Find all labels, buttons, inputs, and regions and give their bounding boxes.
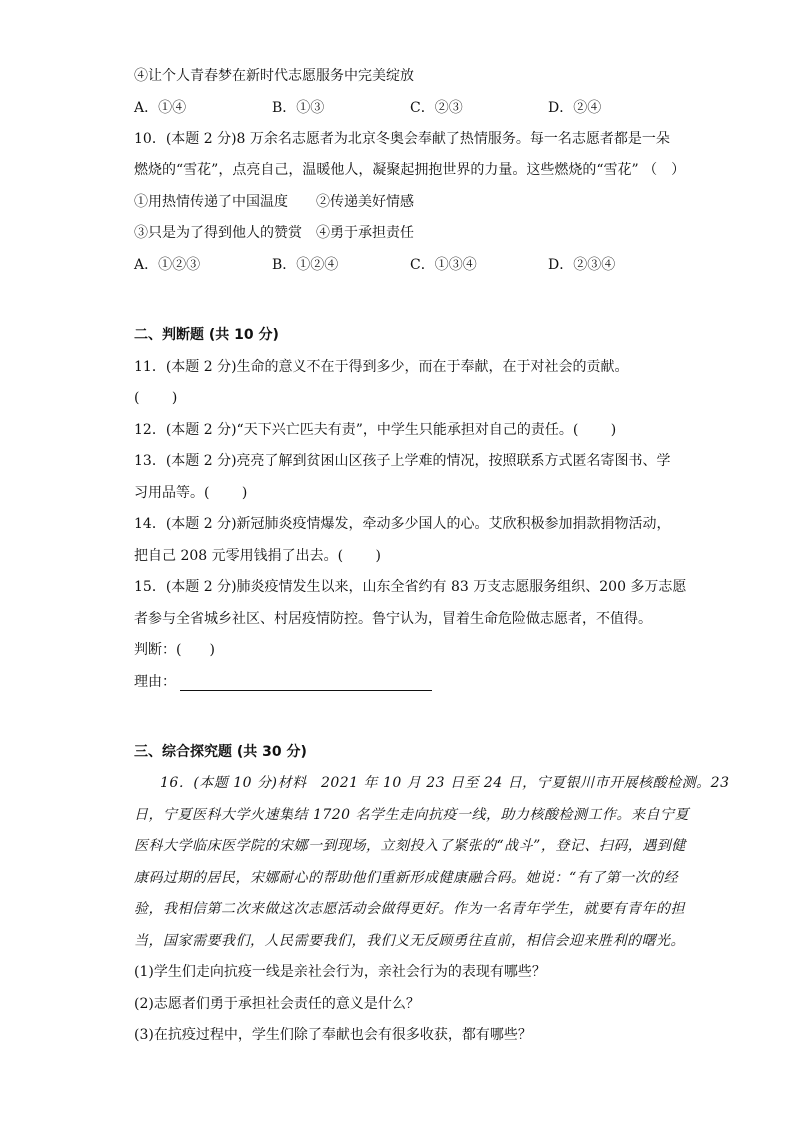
q9-item-4: ④让个人青春梦在新时代志愿服务中完美绽放: [134, 68, 414, 84]
q13-line-1: 13．(本题 2 分)亮亮了解到贫困山区孩子上学难的情况，按照联系方式匿名寄图书、学: [134, 453, 671, 469]
q15-reason-label: 理由：: [134, 674, 176, 690]
q11-line-1: 11．(本题 2 分)生命的意义不在于得到多少，而在于奉献，在于对社会的贡献。: [134, 359, 629, 375]
q10-option-b[interactable]: B．①②④: [272, 257, 339, 273]
section-3-heading: 三、综合探究题 (共 30 分): [134, 744, 307, 760]
q15-line-2: 者参与全省城乡社区、村居疫情防控。鲁宁认为，冒着生命危险做志愿者，不值得。: [134, 611, 652, 627]
q10-option-a[interactable]: A．①②③: [134, 257, 201, 273]
q16-material-line-3: 医科大学临床医学院的宋娜一到现场，立刻投入了紧张的“战斗”，登记、扫码，遇到健: [134, 838, 686, 854]
q16-question-3: (3)在抗疫过程中，学生们除了奉献也会有很多收获，都有哪些？: [134, 1027, 532, 1043]
section-2-heading: 二、判断题 (共 10 分): [134, 327, 279, 343]
q16-material-line-1: 16．(本题 10 分)材料 2021 年 10 月 23 日至 24 日，宁夏银川市开展核酸检测。23: [160, 775, 730, 791]
q16-question-2: (2)志愿者们勇于承担社会责任的意义是什么？: [134, 996, 420, 1012]
q16-material-line-4: 康码过期的居民，宋娜耐心的帮助他们重新形成健康融合码。她说：“有了第一次的经: [134, 870, 679, 886]
q10-option-c[interactable]: C．①③④: [410, 257, 477, 273]
q16-question-1: (1)学生们走向抗疫一线是亲社会行为，亲社会行为的表现有哪些？: [134, 964, 546, 980]
q9-option-d[interactable]: D．②④: [548, 100, 602, 116]
q11-answer-blank[interactable]: ( ): [134, 390, 178, 406]
q15-judge[interactable]: 判断：( ): [134, 642, 215, 658]
q9-options: [134, 99, 664, 117]
q16-material-line-5: 验，我相信第二次来做这次志愿活动会做得更好。作为一名青年学生，就要有青年的担: [134, 901, 685, 917]
q15-reason-row: [134, 673, 664, 691]
q9-option-b[interactable]: B．①③: [272, 100, 325, 116]
q10-stem-line-2: 燃烧的“雪花”，点亮自己，温暖他人，凝聚起拥抱世界的力量。这些燃烧的“雪花” （ ）: [134, 162, 686, 178]
q10-items-3-4: ③只是为了得到他人的赞赏 ④勇于承担责任: [134, 225, 414, 241]
q14-line-1: 14．(本题 2 分)新冠肺炎疫情爆发，牵动多少国人的心。艾欣积极参加捐款捐物活动，: [134, 516, 671, 532]
q9-option-a[interactable]: A．①④: [134, 100, 187, 116]
q10-options: [134, 256, 664, 274]
q16-material-line-6: 当，国家需要我们，人民需要我们，我们义无反顾勇往直前，相信会迎来胜利的曙光。: [134, 933, 685, 949]
q10-stem-line-1: 10．(本题 2 分)8 万余名志愿者为北京冬奥会奉献了热情服务。每一名志愿者都是一朵: [134, 131, 670, 147]
q12-line: 12．(本题 2 分)“天下兴亡匹夫有责”，中学生只能承担对自己的责任。( ): [134, 422, 617, 438]
q9-option-c[interactable]: C．②③: [410, 100, 463, 116]
q15-reason-blank[interactable]: [180, 676, 432, 691]
q10-option-d[interactable]: D．②③④: [548, 257, 616, 273]
q14-line-2: 把自己 208 元零用钱捐了出去。( ): [134, 548, 381, 564]
q16-material-line-2: 日，宁夏医科大学火速集结 1720 名学生走向抗疫一线，助力核酸检测工作。来自宁夏: [134, 807, 690, 823]
q13-line-2: 习用品等。( ): [134, 485, 248, 501]
q15-line-1: 15．(本题 2 分)肺炎疫情发生以来，山东全省约有 83 万支志愿服务组织、200 多万志愿: [134, 579, 687, 595]
q10-items-1-2: ①用热情传递了中国温度 ②传递美好情感: [134, 194, 414, 210]
